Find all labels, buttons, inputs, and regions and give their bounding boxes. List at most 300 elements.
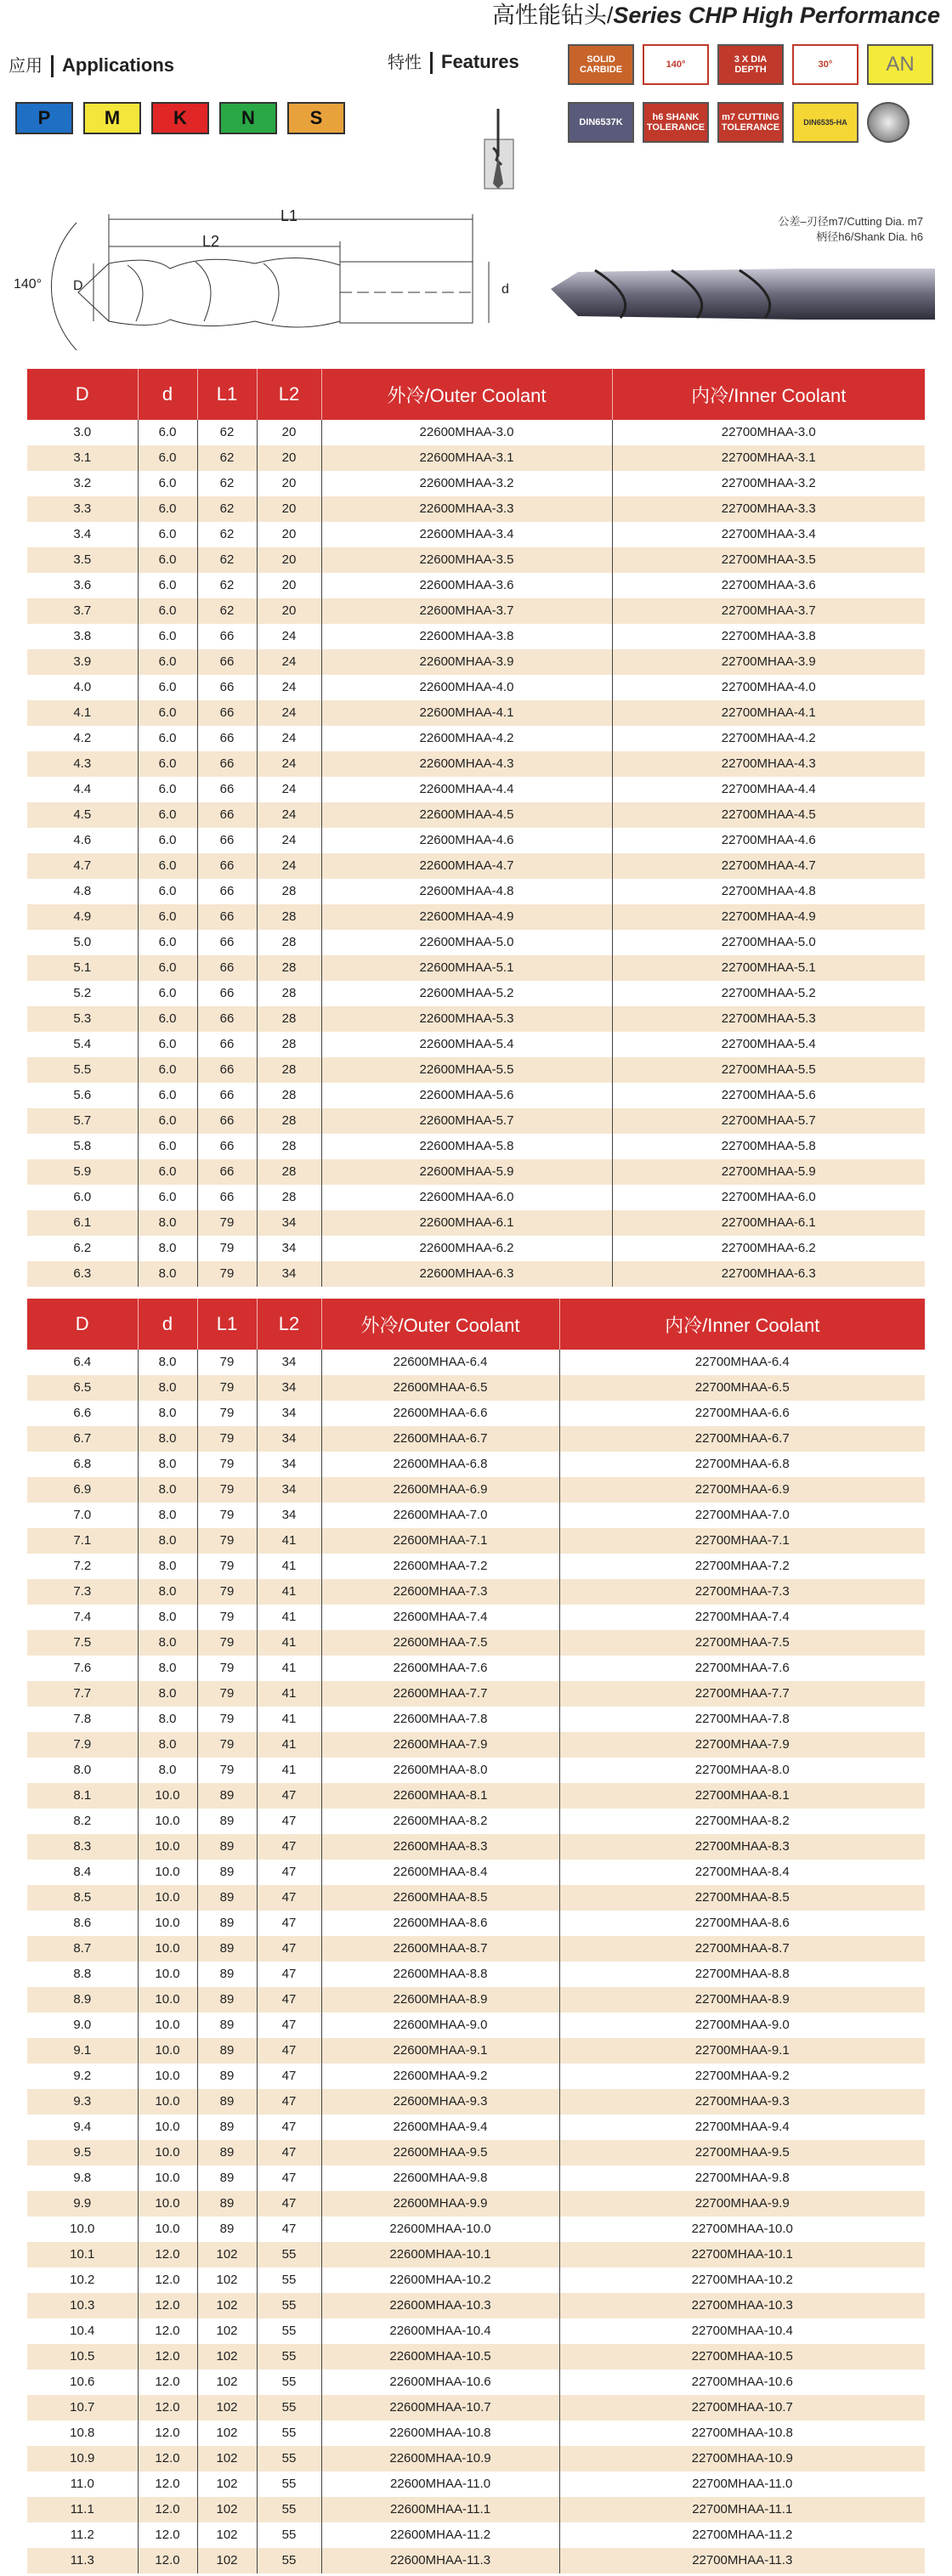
table-row: [27, 904, 925, 930]
table-cell: 6.0: [138, 1057, 197, 1083]
table-cell: 11.1: [27, 2497, 138, 2522]
table-row: [27, 624, 925, 649]
table-cell: 6.0: [138, 1032, 197, 1057]
table-cell: 34: [257, 1426, 321, 1452]
material-p-badge: P: [15, 102, 73, 134]
table-cell: 12.0: [138, 2420, 197, 2446]
table-cell: 22600MHAA-10.3: [321, 2293, 559, 2318]
table-row: [27, 420, 925, 445]
table-cell: 6.0: [138, 1159, 197, 1185]
table-cell: 22700MHAA-5.3: [612, 1006, 925, 1032]
table-cell: 6.4: [27, 1350, 138, 1375]
table-cell: 9.1: [27, 2038, 138, 2064]
table-cell: 22600MHAA-10.5: [321, 2344, 559, 2369]
table-cell: 47: [257, 1987, 321, 2013]
table-cell: 28: [257, 1006, 321, 1032]
table-cell: 22600MHAA-4.3: [321, 751, 612, 777]
table-cell: 22600MHAA-7.7: [321, 1681, 559, 1707]
table-row: [27, 2115, 925, 2140]
table-cell: 22700MHAA-5.4: [612, 1032, 925, 1057]
table-cell: 34: [257, 1401, 321, 1426]
table-cell: 22700MHAA-4.3: [612, 751, 925, 777]
table-cell: 41: [257, 1681, 321, 1707]
table-cell: 22600MHAA-3.8: [321, 624, 612, 649]
table-cell: 22600MHAA-4.9: [321, 904, 612, 930]
table-cell: 102: [197, 2267, 257, 2293]
col-header-d: d: [138, 369, 197, 420]
table-row: [27, 1236, 925, 1261]
table-cell: 22700MHAA-8.9: [559, 1987, 925, 2013]
table-row: [27, 1732, 925, 1758]
table-cell: 89: [197, 2166, 257, 2191]
table-row: [27, 1656, 925, 1681]
table-cell: 22700MHAA-10.5: [559, 2344, 925, 2369]
table-cell: 22700MHAA-6.9: [559, 1477, 925, 1503]
table-cell: 41: [257, 1707, 321, 1732]
table-cell: 22600MHAA-11.2: [321, 2522, 559, 2548]
table-cell: 12.0: [138, 2318, 197, 2344]
table-cell: 28: [257, 1083, 321, 1108]
table-cell: 3.7: [27, 598, 138, 624]
table-cell: 22700MHAA-3.4: [612, 522, 925, 547]
table-row: [27, 1006, 925, 1032]
table-cell: 11.0: [27, 2471, 138, 2497]
table-cell: 62: [197, 496, 257, 522]
col-header-L1: L1: [197, 1299, 257, 1350]
dim-L2-label: L2: [202, 233, 220, 250]
table-cell: 22700MHAA-10.9: [559, 2446, 925, 2471]
table-cell: 102: [197, 2293, 257, 2318]
table-row: [27, 2064, 925, 2089]
table-cell: 89: [197, 2064, 257, 2089]
cutting-tolerance-icon: m7 CUTTING TOLERANCE: [717, 102, 784, 143]
table-cell: 4.6: [27, 828, 138, 853]
table-cell: 22600MHAA-7.9: [321, 1732, 559, 1758]
table-cell: 6.9: [27, 1477, 138, 1503]
table-row: [27, 1426, 925, 1452]
table-row: [27, 1210, 925, 1236]
table-cell: 10.0: [138, 1911, 197, 1936]
table-cell: 41: [257, 1554, 321, 1579]
table-row: [27, 1401, 925, 1426]
table-cell: 22600MHAA-5.7: [321, 1108, 612, 1134]
table-row: [27, 1057, 925, 1083]
table-cell: 9.3: [27, 2089, 138, 2115]
table-row: [27, 1528, 925, 1554]
table-cell: 24: [257, 751, 321, 777]
table-cell: 89: [197, 2089, 257, 2115]
table-cell: 22600MHAA-7.0: [321, 1503, 559, 1528]
table-cell: 34: [257, 1236, 321, 1261]
table-cell: 89: [197, 1783, 257, 1809]
table-cell: 8.4: [27, 1860, 138, 1885]
table-cell: 66: [197, 930, 257, 955]
tolerance-note: 公差–刃径m7/Cutting Dia. m7 柄径h6/Shank Dia. h6: [778, 215, 923, 243]
table-row: [27, 573, 925, 598]
table-cell: 79: [197, 1210, 257, 1236]
table-cell: 8.8: [27, 1962, 138, 1987]
table-cell: 10.0: [138, 2140, 197, 2166]
table-cell: 41: [257, 1656, 321, 1681]
table-cell: 66: [197, 624, 257, 649]
dim-L1-label: L1: [280, 207, 298, 224]
table-cell: 47: [257, 2191, 321, 2216]
table-cell: 10.0: [138, 1987, 197, 2013]
col-header-L1: L1: [197, 369, 257, 420]
table-cell: 22600MHAA-6.8: [321, 1452, 559, 1477]
table-cell: 22700MHAA-3.0: [612, 420, 925, 445]
table-cell: 22700MHAA-9.0: [559, 2013, 925, 2038]
table-cell: 8.9: [27, 1987, 138, 2013]
table-cell: 22700MHAA-3.5: [612, 547, 925, 573]
table-cell: 22600MHAA-5.4: [321, 1032, 612, 1057]
table-cell: 22700MHAA-8.7: [559, 1936, 925, 1962]
table-cell: 22600MHAA-3.4: [321, 522, 612, 547]
table-cell: 22700MHAA-6.0: [612, 1185, 925, 1210]
table-cell: 22600MHAA-9.0: [321, 2013, 559, 2038]
table-cell: 22700MHAA-7.3: [559, 1579, 925, 1605]
table-row: [27, 598, 925, 624]
table-row: [27, 2522, 925, 2548]
table-cell: 8.0: [138, 1630, 197, 1656]
table-cell: 79: [197, 1554, 257, 1579]
table-cell: 102: [197, 2318, 257, 2344]
table-cell: 6.0: [138, 522, 197, 547]
table-cell: 22600MHAA-9.3: [321, 2089, 559, 2115]
table-cell: 22700MHAA-3.9: [612, 649, 925, 675]
table-cell: 55: [257, 2318, 321, 2344]
table-row: [27, 930, 925, 955]
table-cell: 7.8: [27, 1707, 138, 1732]
table-cell: 5.6: [27, 1083, 138, 1108]
table-cell: 6.0: [138, 675, 197, 700]
table-cell: 8.0: [138, 1554, 197, 1579]
table-row: [27, 2038, 925, 2064]
table-cell: 22700MHAA-10.4: [559, 2318, 925, 2344]
table-cell: 6.0: [138, 1134, 197, 1159]
table-cell: 22700MHAA-9.5: [559, 2140, 925, 2166]
table-cell: 8.0: [138, 1477, 197, 1503]
table-cell: 22600MHAA-7.6: [321, 1656, 559, 1681]
table-cell: 22700MHAA-9.9: [559, 2191, 925, 2216]
table-cell: 79: [197, 1579, 257, 1605]
table-cell: 22700MHAA-7.4: [559, 1605, 925, 1630]
table-cell: 79: [197, 1656, 257, 1681]
table-cell: 55: [257, 2497, 321, 2522]
table-cell: 66: [197, 904, 257, 930]
table-cell: 28: [257, 904, 321, 930]
table-cell: 6.2: [27, 1236, 138, 1261]
table-cell: 6.0: [138, 828, 197, 853]
table-cell: 22700MHAA-5.2: [612, 981, 925, 1006]
features-label: 特性 Features: [388, 49, 519, 76]
table-cell: 22700MHAA-11.3: [559, 2548, 925, 2573]
table-cell: 89: [197, 2140, 257, 2166]
table-cell: 22700MHAA-7.2: [559, 1554, 925, 1579]
table-cell: 79: [197, 1261, 257, 1287]
table-cell: 47: [257, 2064, 321, 2089]
table-row: [27, 726, 925, 751]
table-cell: 22600MHAA-6.1: [321, 1210, 612, 1236]
table-cell: 22600MHAA-8.4: [321, 1860, 559, 1885]
table-cell: 66: [197, 1083, 257, 1108]
table-cell: 7.7: [27, 1681, 138, 1707]
table-cell: 22600MHAA-5.1: [321, 955, 612, 981]
table-row: [27, 1083, 925, 1108]
table-cell: 66: [197, 853, 257, 879]
table-cell: 6.0: [138, 547, 197, 573]
table-row: [27, 1554, 925, 1579]
table-cell: 22700MHAA-6.3: [612, 1261, 925, 1287]
table-cell: 8.0: [138, 1681, 197, 1707]
table-cell: 10.4: [27, 2318, 138, 2344]
table-cell: 9.2: [27, 2064, 138, 2089]
table-cell: 10.3: [27, 2293, 138, 2318]
table-cell: 6.7: [27, 1426, 138, 1452]
table-cell: 79: [197, 1350, 257, 1375]
table-cell: 66: [197, 1134, 257, 1159]
table-cell: 22600MHAA-5.2: [321, 981, 612, 1006]
table-cell: 22700MHAA-4.6: [612, 828, 925, 853]
table-cell: 24: [257, 675, 321, 700]
table-cell: 66: [197, 981, 257, 1006]
table-cell: 22700MHAA-6.4: [559, 1350, 925, 1375]
table-cell: 22600MHAA-3.7: [321, 598, 612, 624]
table-cell: 22600MHAA-8.5: [321, 1885, 559, 1911]
table-cell: 55: [257, 2267, 321, 2293]
table-cell: 5.1: [27, 955, 138, 981]
table-cell: 8.7: [27, 1936, 138, 1962]
table-cell: 28: [257, 1159, 321, 1185]
table-cell: 22700MHAA-8.3: [559, 1834, 925, 1860]
table-cell: 79: [197, 1732, 257, 1758]
table-cell: 102: [197, 2471, 257, 2497]
table-cell: 22600MHAA-11.0: [321, 2471, 559, 2497]
table-row: [27, 700, 925, 726]
table-cell: 6.0: [138, 955, 197, 981]
table-cell: 62: [197, 445, 257, 471]
col-header-inner-coolant: 内冷/Inner Coolant: [559, 1299, 925, 1350]
table-cell: 22600MHAA-8.1: [321, 1783, 559, 1809]
table-cell: 102: [197, 2548, 257, 2573]
table-cell: 66: [197, 955, 257, 981]
table-row: [27, 1185, 925, 1210]
table-cell: 41: [257, 1528, 321, 1554]
table-cell: 22700MHAA-3.3: [612, 496, 925, 522]
table-cell: 5.4: [27, 1032, 138, 1057]
table-cell: 34: [257, 1350, 321, 1375]
table-cell: 22600MHAA-9.9: [321, 2191, 559, 2216]
table-cell: 24: [257, 624, 321, 649]
material-k-badge: K: [151, 102, 209, 134]
table-cell: 3.4: [27, 522, 138, 547]
table-cell: 22700MHAA-6.2: [612, 1236, 925, 1261]
table-cell: 66: [197, 777, 257, 802]
table-cell: 6.0: [138, 904, 197, 930]
table-cell: 22700MHAA-3.8: [612, 624, 925, 649]
table-cell: 28: [257, 1134, 321, 1159]
table-cell: 62: [197, 420, 257, 445]
table-cell: 89: [197, 1860, 257, 1885]
table-row: [27, 853, 925, 879]
table-cell: 22700MHAA-6.1: [612, 1210, 925, 1236]
table-cell: 5.9: [27, 1159, 138, 1185]
table-cell: 22700MHAA-7.6: [559, 1656, 925, 1681]
table-row: [27, 2471, 925, 2497]
table-cell: 10.0: [138, 2115, 197, 2140]
table-cell: 89: [197, 2191, 257, 2216]
table-cell: 79: [197, 1426, 257, 1452]
table-cell: 22700MHAA-7.7: [559, 1681, 925, 1707]
table-cell: 22600MHAA-3.0: [321, 420, 612, 445]
col-header-outer-coolant: 外冷/Outer Coolant: [321, 1299, 559, 1350]
col-header-inner-coolant: 内冷/Inner Coolant: [612, 369, 925, 420]
table-cell: 5.7: [27, 1108, 138, 1134]
table-cell: 66: [197, 802, 257, 828]
table-row: [27, 1809, 925, 1834]
table-row: [27, 2369, 925, 2395]
feature-row-2: [568, 102, 910, 143]
table-cell: 10.0: [138, 2013, 197, 2038]
table-cell: 47: [257, 2013, 321, 2038]
table-cell: 22700MHAA-10.2: [559, 2267, 925, 2293]
table-cell: 62: [197, 471, 257, 496]
coolant-hole-icon: [867, 102, 910, 143]
table-cell: 10.6: [27, 2369, 138, 2395]
table-cell: 6.0: [138, 853, 197, 879]
table-cell: 12.0: [138, 2522, 197, 2548]
table-cell: 41: [257, 1732, 321, 1758]
table-cell: 66: [197, 649, 257, 675]
material-groups: [15, 102, 345, 134]
table-cell: 22700MHAA-9.4: [559, 2115, 925, 2140]
table-cell: 89: [197, 1911, 257, 1936]
table-cell: 3.6: [27, 573, 138, 598]
table-cell: 66: [197, 1006, 257, 1032]
table-cell: 8.0: [138, 1350, 197, 1375]
table-cell: 34: [257, 1452, 321, 1477]
table-cell: 22700MHAA-9.8: [559, 2166, 925, 2191]
table-cell: 22600MHAA-6.4: [321, 1350, 559, 1375]
table-cell: 6.0: [138, 930, 197, 955]
table-cell: 22700MHAA-8.1: [559, 1783, 925, 1809]
table-cell: 22700MHAA-9.2: [559, 2064, 925, 2089]
table-cell: 22600MHAA-9.2: [321, 2064, 559, 2089]
table-row: [27, 1885, 925, 1911]
table-cell: 89: [197, 1834, 257, 1860]
coating-icon: AN: [867, 44, 933, 85]
table-cell: 22600MHAA-5.8: [321, 1134, 612, 1159]
table-cell: 62: [197, 522, 257, 547]
table-cell: 22700MHAA-8.5: [559, 1885, 925, 1911]
table-cell: 3.9: [27, 649, 138, 675]
col-header-L2: L2: [257, 369, 321, 420]
table-cell: 22700MHAA-9.1: [559, 2038, 925, 2064]
table-cell: 24: [257, 828, 321, 853]
table-cell: 6.0: [138, 471, 197, 496]
table-cell: 8.0: [138, 1656, 197, 1681]
table-cell: 79: [197, 1605, 257, 1630]
table-cell: 7.3: [27, 1579, 138, 1605]
table-row: [27, 1350, 925, 1375]
table-cell: 12.0: [138, 2293, 197, 2318]
table-cell: 8.0: [27, 1758, 138, 1783]
table-cell: 6.0: [138, 700, 197, 726]
shank-tolerance-icon: h6 SHANK TOLERANCE: [643, 102, 709, 143]
table-cell: 22600MHAA-9.5: [321, 2140, 559, 2166]
table-cell: 34: [257, 1477, 321, 1503]
table-cell: 22700MHAA-8.2: [559, 1809, 925, 1834]
table-cell: 47: [257, 1834, 321, 1860]
table-cell: 22700MHAA-9.3: [559, 2089, 925, 2115]
col-header-D: D: [27, 1299, 138, 1350]
table-cell: 22700MHAA-8.4: [559, 1860, 925, 1885]
table-cell: 22700MHAA-7.8: [559, 1707, 925, 1732]
table-row: [27, 471, 925, 496]
table-row: [27, 1681, 925, 1707]
table-cell: 89: [197, 1809, 257, 1834]
table-cell: 10.2: [27, 2267, 138, 2293]
title-en: Series CHP High Performance: [613, 3, 940, 28]
table-cell: 28: [257, 879, 321, 904]
table-row: [27, 522, 925, 547]
table-row: [27, 1452, 925, 1477]
table-cell: 79: [197, 1528, 257, 1554]
table-cell: 22700MHAA-8.0: [559, 1758, 925, 1783]
table-cell: 20: [257, 496, 321, 522]
table-cell: 22700MHAA-4.5: [612, 802, 925, 828]
table-row: [27, 1962, 925, 1987]
table-cell: 34: [257, 1261, 321, 1287]
table-cell: 79: [197, 1681, 257, 1707]
depth-icon: 3 X DIA DEPTH: [717, 44, 784, 85]
table-cell: 8.0: [138, 1758, 197, 1783]
table-row: [27, 2267, 925, 2293]
helix-angle-icon: 30°: [792, 44, 858, 85]
table-cell: 79: [197, 1707, 257, 1732]
table-cell: 102: [197, 2420, 257, 2446]
table-cell: 3.8: [27, 624, 138, 649]
table-cell: 10.8: [27, 2420, 138, 2446]
table-cell: 6.0: [138, 751, 197, 777]
table-cell: 22700MHAA-7.5: [559, 1630, 925, 1656]
table-cell: 10.0: [138, 2191, 197, 2216]
table-cell: 66: [197, 675, 257, 700]
table-cell: 4.8: [27, 879, 138, 904]
table-cell: 6.0: [138, 802, 197, 828]
table-cell: 22700MHAA-4.7: [612, 853, 925, 879]
table-row: [27, 2191, 925, 2216]
table-cell: 3.1: [27, 445, 138, 471]
table-cell: 9.8: [27, 2166, 138, 2191]
table-cell: 22600MHAA-4.8: [321, 879, 612, 904]
table-cell: 12.0: [138, 2344, 197, 2369]
table-cell: 8.0: [138, 1503, 197, 1528]
table-cell: 22600MHAA-8.8: [321, 1962, 559, 1987]
table-cell: 34: [257, 1503, 321, 1528]
shank-type-icon: DIN6535-HA: [792, 102, 858, 143]
table-cell: 6.1: [27, 1210, 138, 1236]
table-row: [27, 1936, 925, 1962]
table-row: [27, 675, 925, 700]
table-cell: 7.6: [27, 1656, 138, 1681]
table-cell: 22600MHAA-6.2: [321, 1236, 612, 1261]
table-cell: 6.5: [27, 1375, 138, 1401]
table-cell: 47: [257, 1860, 321, 1885]
table-cell: 102: [197, 2395, 257, 2420]
table-cell: 89: [197, 2038, 257, 2064]
table-cell: 22600MHAA-3.6: [321, 573, 612, 598]
